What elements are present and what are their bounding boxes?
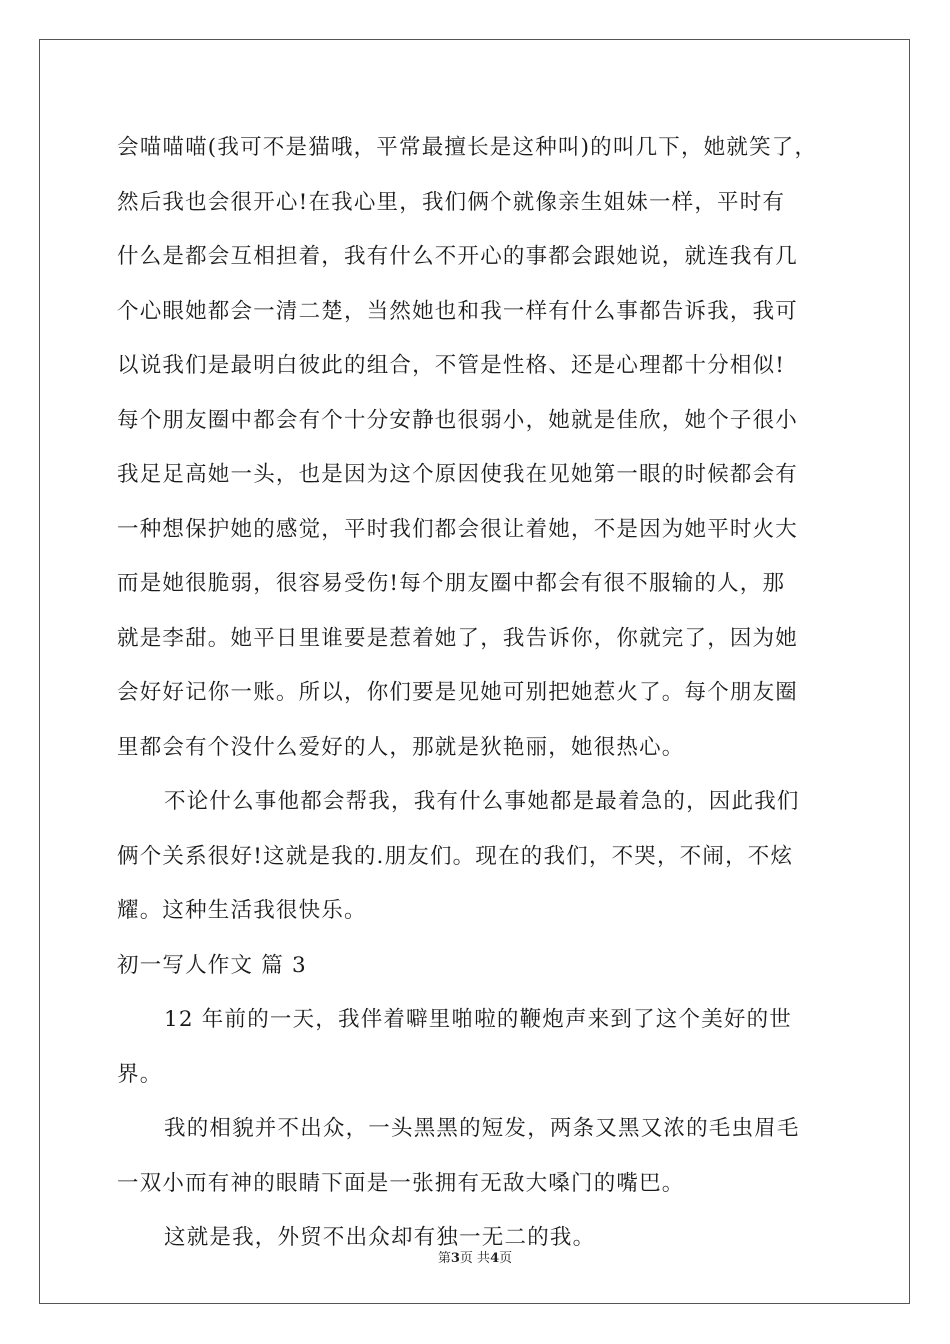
total-page-number: 4 — [490, 1251, 500, 1266]
paragraph-start-line: 这就是我，外贸不出众却有独一无二的我。 — [164, 1225, 596, 1250]
text-line: 俩个关系很好!这就是我的.朋友们。现在的我们，不哭，不闹，不炫 — [117, 843, 794, 869]
text-line: 界。 — [117, 1061, 163, 1087]
text-line: 一种想保护她的感觉，平时我们都会很让着她，不是因为她平时火大 — [117, 516, 799, 542]
page-footer — [0, 1247, 950, 1266]
text-line: 一双小而有神的眼睛下面是一张拥有无敌大嗓门的嘴巴。 — [117, 1170, 685, 1196]
text-line: 每个朋友圈中都会有个十分安静也很弱小，她就是佳欣，她个子很小 — [117, 407, 799, 433]
text-line: 而是她很脆弱，很容易受伤!每个朋友圈中都会有很不服输的人，那 — [117, 571, 786, 596]
section-heading: 初一写人作文 篇 3 — [117, 952, 307, 978]
text-line: 个心眼她都会一清二楚，当然她也和我一样有什么事都告诉我，我可 — [117, 298, 799, 324]
page-suffix: 页 — [499, 1251, 513, 1266]
document-body — [117, 128, 837, 1273]
text-line: 耀。这种生活我很快乐。 — [117, 898, 367, 923]
current-page-number: 3 — [450, 1251, 460, 1266]
text-line: 什么是都会互相担着，我有什么不开心的事都会跟她说，就连我有几 — [117, 244, 799, 269]
paragraph-start-line: 我的相貌并不出众，一头黑黑的短发，两条又黑又浓的毛虫眉毛 — [164, 1116, 800, 1141]
text-line: 然后我也会很开心!在我心里，我们俩个就像亲生姐妹一样，平时有 — [117, 189, 786, 215]
text-line: 里都会有个没什么爱好的人，那就是狄艳丽，她很热心。 — [117, 734, 685, 760]
paragraph-start-line: 不论什么事他都会帮我，我有什么事她都是最着急的，因此我们 — [164, 789, 800, 814]
text-line: 就是李甜。她平日里谁要是惹着她了，我告诉你，你就完了，因为她 — [117, 625, 799, 651]
text-line: 会喵喵喵(我可不是猫哦，平常最擅长是这种叫)的叫几下，她就笑了， — [117, 135, 818, 160]
page-mid: 页 共 — [459, 1251, 491, 1266]
paragraph-start-line: 12 年前的一天，我伴着噼里啪啦的鞭炮声来到了这个美好的世 — [164, 1007, 792, 1032]
page-prefix: 第 — [437, 1251, 451, 1266]
text-line: 我足足高她一头，也是因为这个原因使我在见她第一眼的时候都会有 — [117, 462, 799, 487]
text-line: 以说我们是最明白彼此的组合，不管是性格、还是心理都十分相似! — [117, 353, 786, 378]
text-line: 会好好记你一账。所以，你们要是见她可别把她惹火了。每个朋友圈 — [117, 680, 799, 705]
